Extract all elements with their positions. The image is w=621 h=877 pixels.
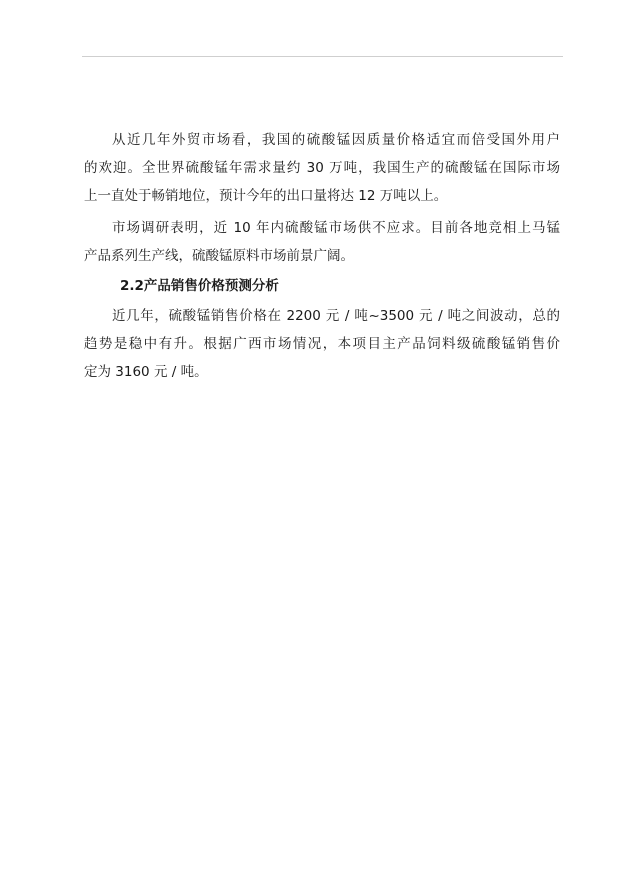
paragraph-line: 定为 3160 元 / 吨。	[84, 364, 208, 380]
paragraph-line: 近几年，硫酸锰销售价格在 2200 元 / 吨~3500 元 / 吨之间波动，总的	[112, 308, 560, 324]
paragraph-line: 从近几年外贸市场看，我国的硫酸锰因质量价格适宜而倍受国外用户	[112, 132, 560, 148]
paragraph-line: 市场调研表明，近 10 年内硫酸锰市场供不应求。目前各地竞相上马锰	[112, 220, 560, 236]
document-body	[84, 126, 560, 386]
paragraph-market-research	[84, 214, 560, 270]
section-heading: 2.2产品销售价格预测分析	[120, 278, 279, 294]
header-rule	[82, 56, 563, 57]
paragraph-line: 趋势是稳中有升。根据广西市场情况，本项目主产品饲料级硫酸锰销售价	[84, 336, 560, 352]
paragraph-line: 上一直处于畅销地位，预计今年的出口量将达 12 万吨以上。	[84, 188, 448, 204]
paragraph-export-market	[84, 126, 560, 210]
paragraph-line: 产品系列生产线，硫酸锰原料市场前景广阔。	[84, 248, 354, 264]
paragraph-price-forecast	[84, 302, 560, 386]
paragraph-line: 的欢迎。全世界硫酸锰年需求量约 30 万吨，我国生产的硫酸锰在国际市场	[84, 160, 560, 176]
